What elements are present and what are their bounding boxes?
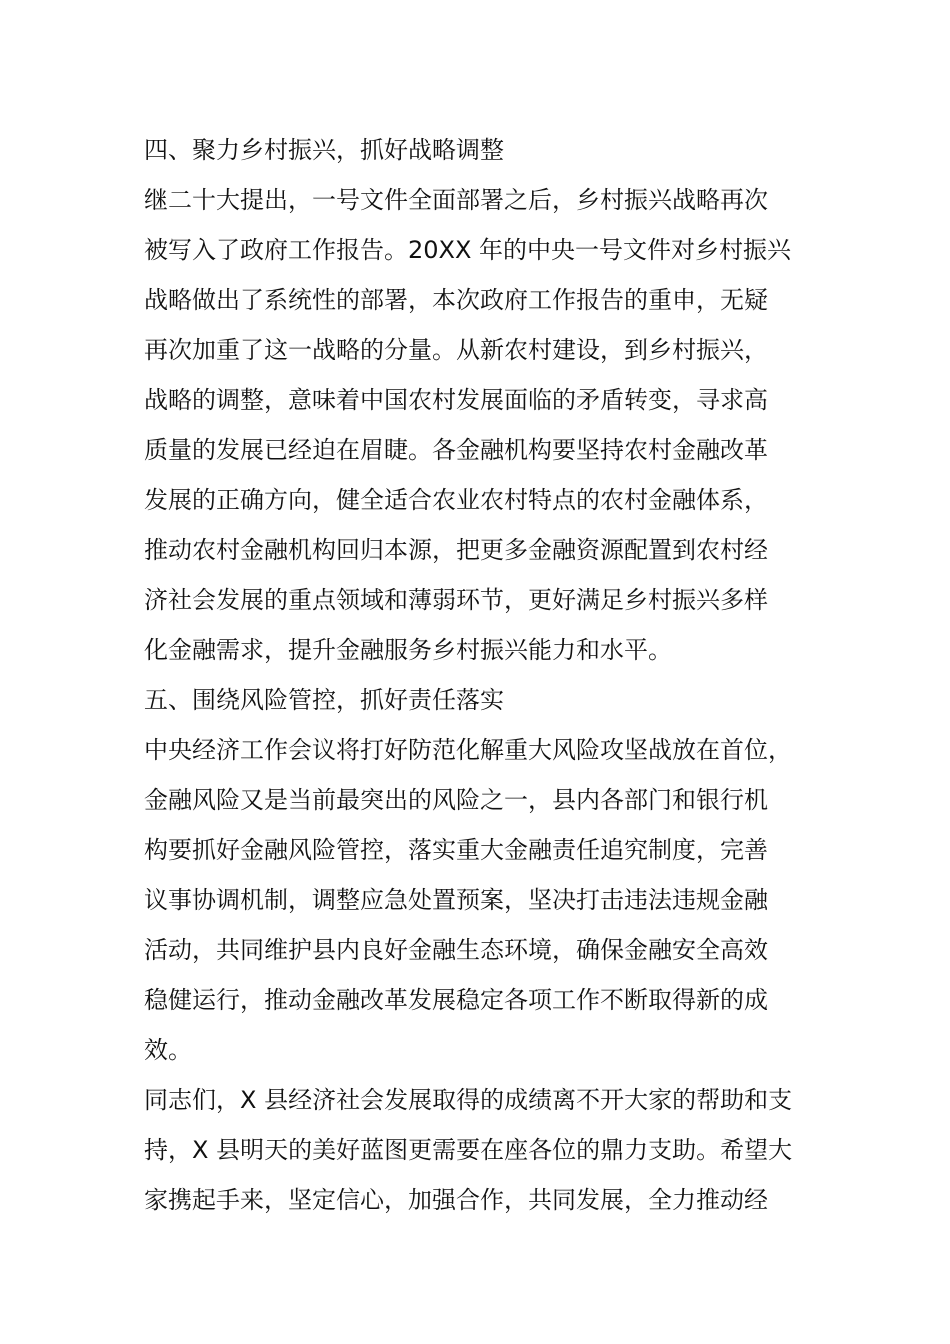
text-line: 稳健运行，推动金融改革发展稳定各项工作不断取得新的成 [144,986,768,1014]
text-line: 构要抓好金融风险管控，落实重大金融责任追究制度，完善 [144,836,768,864]
section-heading-5: 五、围绕风险管控，抓好责任落实 [144,686,504,714]
text-line: 化金融需求，提升金融服务乡村振兴能力和水平。 [144,636,672,664]
text-line: 中央经济工作会议将打好防范化解重大风险攻坚战放在首位， [144,736,792,764]
text-line: 金融风险又是当前最突出的风险之一，县内各部门和银行机 [144,786,768,814]
text-line: 济社会发展的重点领域和薄弱环节，更好满足乡村振兴多样 [144,586,768,614]
text-line: 战略的调整，意味着中国农村发展面临的矛盾转变，寻求高 [144,386,768,414]
text-line: 持，X 县明天的美好蓝图更需要在座各位的鼎力支助。希望大 [144,1136,793,1164]
text-line: 质量的发展已经迫在眉睫。各金融机构要坚持农村金融改革 [144,436,768,464]
text-line: 战略做出了系统性的部署，本次政府工作报告的重申，无疑 [144,286,768,314]
text-line: 再次加重了这一战略的分量。从新农村建设，到乡村振兴， [144,336,768,364]
text-line: 被写入了政府工作报告。20XX 年的中央一号文件对乡村振兴 [144,236,792,264]
text-line: 效。 [144,1036,192,1064]
text-line: 议事协调机制，调整应急处置预案，坚决打击违法违规金融 [144,886,768,914]
text-line: 同志们，X 县经济社会发展取得的成绩离不开大家的帮助和支 [144,1086,793,1114]
text-line: 推动农村金融机构回归本源，把更多金融资源配置到农村经 [144,536,768,564]
section-heading-4: 四、聚力乡村振兴，抓好战略调整 [144,136,504,164]
text-line: 家携起手来，坚定信心，加强合作，共同发展，全力推动经 [144,1186,768,1214]
text-line: 活动，共同维护县内良好金融生态环境，确保金融安全高效 [144,936,768,964]
text-line: 继二十大提出，一号文件全面部署之后，乡村振兴战略再次 [144,186,768,214]
text-line: 发展的正确方向，健全适合农业农村特点的农村金融体系， [144,486,768,514]
